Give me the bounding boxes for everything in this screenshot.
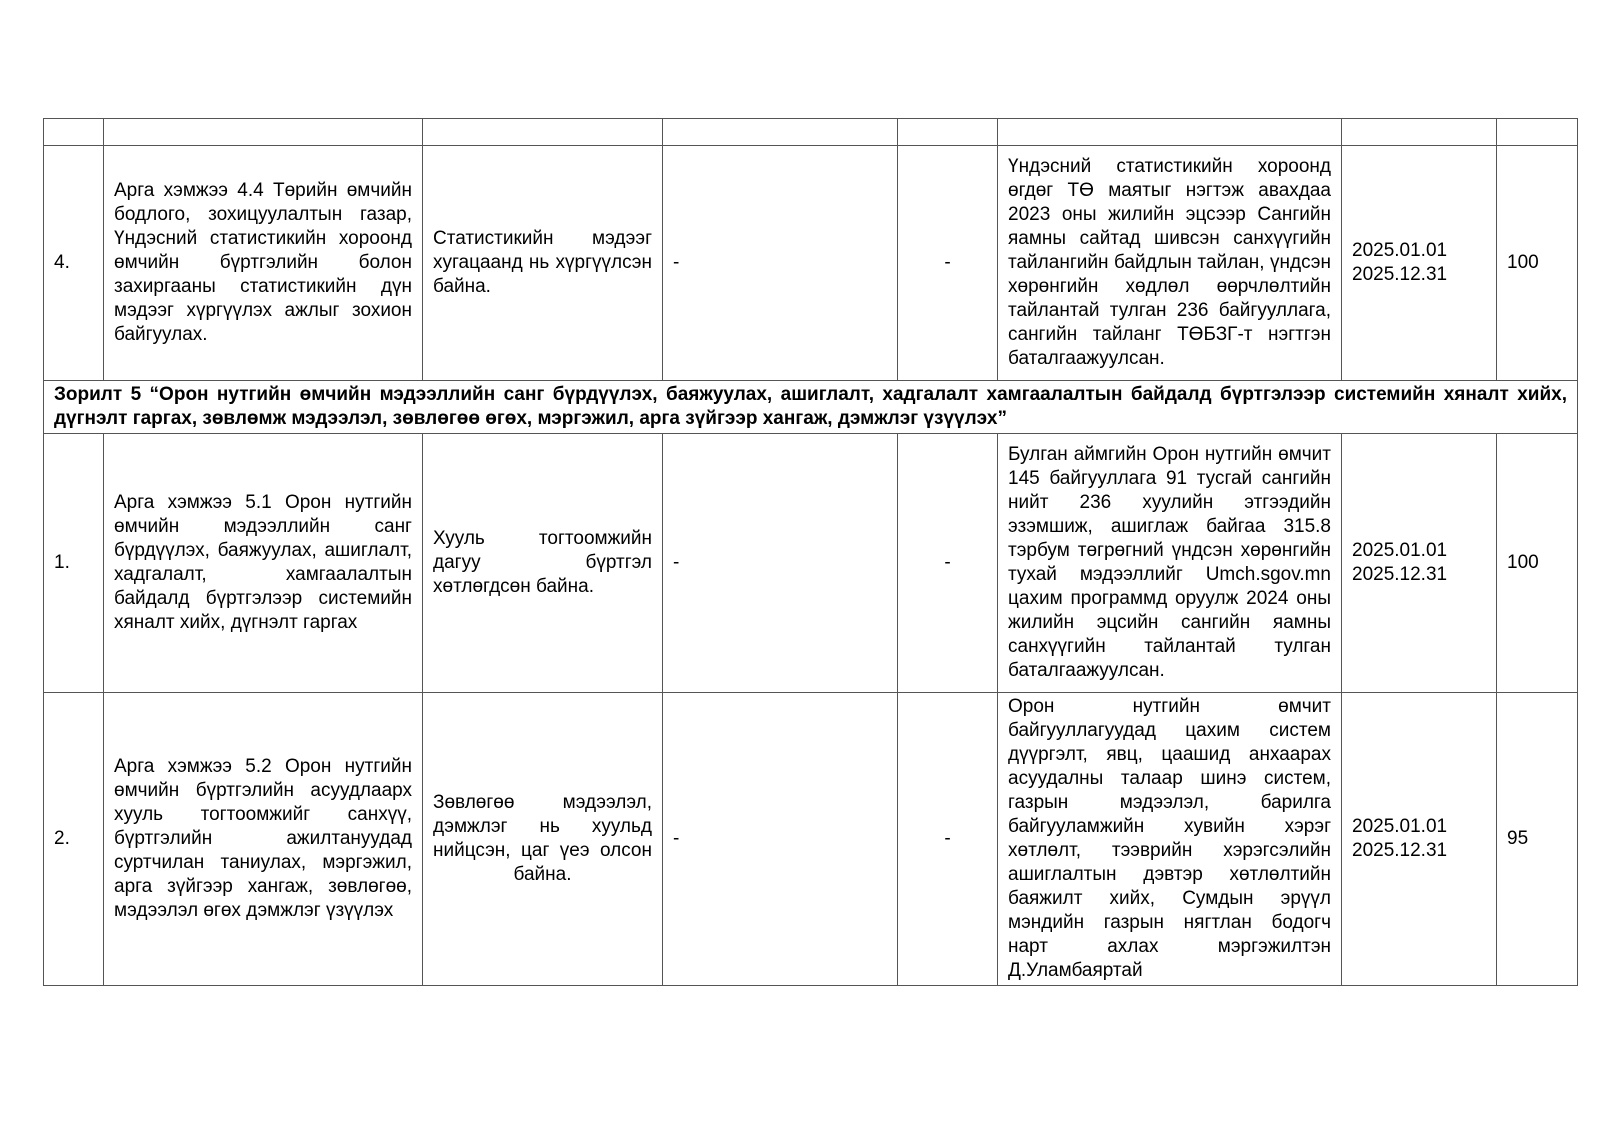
date-start: 2025.01.01 bbox=[1352, 240, 1448, 261]
dash-cell: - bbox=[898, 146, 998, 381]
table-cell bbox=[44, 119, 104, 146]
date-end: 2025.12.31 bbox=[1352, 564, 1448, 585]
row-number: 4. bbox=[44, 146, 104, 381]
dash-cell: - bbox=[898, 693, 998, 986]
table-row bbox=[44, 146, 1578, 381]
dash-cell: - bbox=[898, 434, 998, 693]
report-cell: Үндэсний статистикийн хороонд өгдөг ТӨ маятыг нэгтэж авахдаа 2023 оны жилийн эцсээр Сангийн яамны сайтад шивсэн санхүүгийн тайлангийн байдлын тайлан, үндсэн хөрөнгийн хөдлөл өөрчлөлтийн тайлантай тулган 236 байгууллага, сангийн тайланг ТӨБЗГ-т нэгтгэн баталгаажуулсан. bbox=[998, 146, 1342, 381]
table-cell bbox=[898, 119, 998, 146]
table-cell bbox=[423, 119, 663, 146]
outcome-cell: Зөвлөгөө мэдээлэл, дэмжлэг нь хуульд нийцсэн, цаг үеэ олсон байна. bbox=[423, 693, 663, 986]
table-cell bbox=[1342, 119, 1497, 146]
date-end: 2025.12.31 bbox=[1352, 264, 1448, 285]
table-cell bbox=[663, 119, 898, 146]
dash-cell: - bbox=[663, 146, 898, 381]
dash-cell: - bbox=[663, 693, 898, 986]
outcome-cell: Статистикийн мэдээг хугацаанд нь хүргүүлсэн байна. bbox=[423, 146, 663, 381]
table-cell bbox=[998, 119, 1342, 146]
date-cell bbox=[1342, 146, 1497, 381]
table-cell bbox=[1497, 119, 1578, 146]
date-cell bbox=[1342, 434, 1497, 693]
activity-cell: Арга хэмжээ 5.2 Орон нутгийн өмчийн бүртгэлийн асуудлаарх хууль тогтоомжийг санхүү, бүртгэлийн ажилтануудад суртчилан таниулах, мэргэжил, арга зүйгээр хангаж, зөвлөгөө, мэдээлэл өгөх дэмжлэг үзүүлэх bbox=[104, 693, 423, 986]
table-row bbox=[44, 434, 1578, 693]
percent-cell: 95 bbox=[1497, 693, 1578, 986]
activity-cell: Арга хэмжээ 4.4 Төрийн өмчийн бодлого, зохицуулалтын газар, Үндэсний статистикийн хороонд өмчийн бүртгэлийн болон захиргааны статистикийн дүн мэдээг хүргүүлэх ажлыг зохион байгуулах. bbox=[104, 146, 423, 381]
outcome-cell: Хууль тогтоомжийн дагуу бүртгэл хөтлөгдсөн байна. bbox=[423, 434, 663, 693]
percent-cell: 100 bbox=[1497, 146, 1578, 381]
date-start: 2025.01.01 bbox=[1352, 540, 1448, 561]
table-cell bbox=[104, 119, 423, 146]
date-start: 2025.01.01 bbox=[1352, 816, 1448, 837]
table-header-blank-row bbox=[44, 119, 1578, 146]
dash-cell: - bbox=[663, 434, 898, 693]
row-number: 1. bbox=[44, 434, 104, 693]
row-number: 2. bbox=[44, 693, 104, 986]
report-cell: Булган аймгийн Орон нутгийн өмчит 145 байгууллага 91 тусгай сангийн нийт 236 хуулийн этгээдийн эзэмшиж, ашиглаж байгаа 315.8 тэрбум төгрөгний үндсэн хөрөнгийн тухай мэдээллийг Umch.sgov.mn цахим программд оруулж 2024 оны жилийн эцсийн сангийн яамны санхүүгийн тайлантай тулган баталгаажуулсан. bbox=[998, 434, 1342, 693]
plan-report-table bbox=[43, 118, 1578, 986]
report-cell: Орон нутгийн өмчит байгууллагуудад цахим систем дүүргэлт, явц, цаашид анхаарах асуудалны талаар шинэ систем, газрын мэдээлэл, барилга байгууламжийн хувийн хэрэг хөтлөлт, тээврийн хэрэгсэлийн ашиглалтын дэвтэр хөтлөлтийн баяжилт хийх, Сумдын эрүүл мэндийн газрын нягтлан бодогч нарт ахлах мэргэжилтэн Д.Уламбаяртай bbox=[998, 693, 1342, 986]
percent-cell: 100 bbox=[1497, 434, 1578, 693]
date-cell bbox=[1342, 693, 1497, 986]
goal-5-heading: Зорилт 5 “Орон нутгийн өмчийн мэдээллийн санг бүрдүүлэх, баяжуулах, ашиглалт, хадгалалт хамгаалалтын байдалд бүртгэлээр системийн хяналт хийх, дүгнэлт гаргах, зөвлөмж мэдээлэл, зөвлөгөө өгөх, мэргэжил, арга зүйгээр хангаж, дэмжлэг үзүүлэх” bbox=[44, 381, 1578, 434]
date-end: 2025.12.31 bbox=[1352, 840, 1448, 861]
activity-cell: Арга хэмжээ 5.1 Орон нутгийн өмчийн мэдээллийн санг бүрдүүлэх, баяжуулах, ашиглалт, хадгалалт, хамгаалалтын байдалд бүртгэлээр системийн хяналт хийх, дүгнэлт гаргах bbox=[104, 434, 423, 693]
goal-row bbox=[44, 381, 1578, 434]
table-row bbox=[44, 693, 1578, 986]
